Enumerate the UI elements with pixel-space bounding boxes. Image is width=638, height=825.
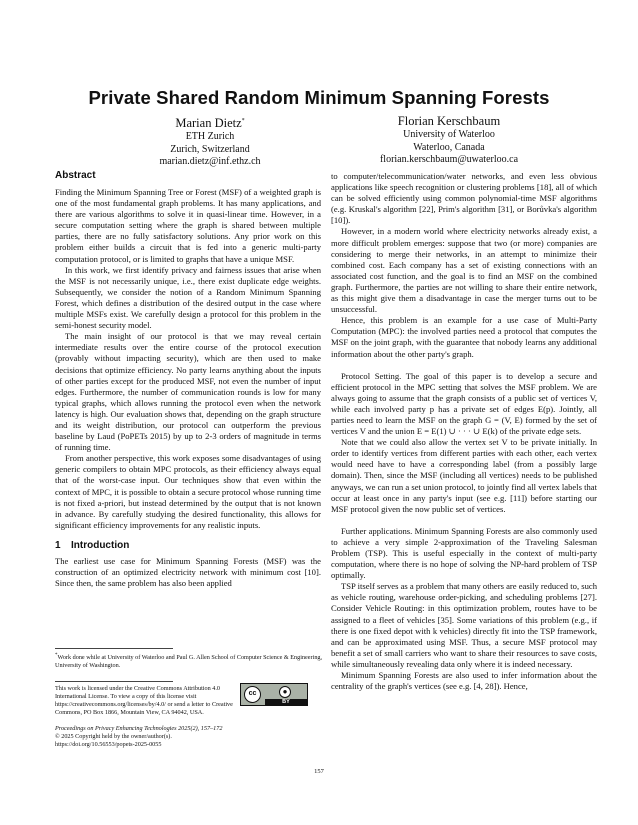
body-paragraph-further-applications: Further applications. Minimum Spanning Forests are also commonly used to achieve a very simple 2-approximation of the Traveling Salesman Problem (TSP). This is useful especially in the context of multi-party computation, where there is no hope of solving the NP-hard problem of TSP optimally. xyxy=(331,525,597,581)
section-number: 1 xyxy=(55,539,61,551)
footnote: *Work done while at University of Waterloo and Paul G. Allen School of Computer Science & Engineering, University of Washington. xyxy=(55,653,323,670)
author-email[interactable]: marian.dietz@inf.ethz.ch xyxy=(159,156,261,168)
abstract-paragraph: Finding the Minimum Spanning Tree or Forest (MSF) of a weighted graph is one of the most fundamental graph problems. It has many applications, and there are various algorithms to solve it in quasi-linear time. However, in a secure computation setting where the graph is shared between multiple parties, there are no fully satisfactory solutions. Any prior work on this problem either builds a circuit that is fed into a generic multi-party computation protocol, or is limited to graphs that have a unique MSF. xyxy=(55,187,321,264)
author-name: Florian Kerschbaum xyxy=(397,114,501,128)
intro-paragraph: The earliest use case for Minimum Spanning Forests (MSF) was the construction of an optimized electricity network with minimum cost [10]. Since then, the same problem has also been applied xyxy=(55,555,321,589)
author-email[interactable]: florian.kerschbaum@uwaterloo.ca xyxy=(379,154,519,166)
body-paragraph: TSP itself serves as a problem that many others are easily reduced to, such as vehicle routing, warehouse order-picking, and scheduling problems [27]. Consider Vehicle Routing: in this optimization problem, routes have to be assigned to a fleet of vehicles [35]. Some variations of this problem (e.g., if there is one fixed depot with k vehicles) directly fit into the TSP framework, and can be approximated using MSF. Thus, a secure MSF protocol may benefit a set of small carriers who want to share their resources to save costs, while simultaneously revealing data only where it is indeed necessary. xyxy=(331,581,597,669)
section-heading xyxy=(55,540,321,552)
left-column xyxy=(55,170,321,589)
author-affiliation: University of Waterloo xyxy=(403,129,495,140)
page-number: 157 xyxy=(314,768,324,775)
body-paragraph-protocol-setting: Protocol Setting. The goal of this paper is to develop a secure and efficient protocol in the MPC setting that solves the MSF problem. We are always going to assume that the graph consists of a public set of vertices V, while each involved party p has a private set of edges E(p). Jointly, all parties need to learn the MSF on the graph G = (V, E) formed by the set of vertices V and the union E = E(1) ∪ · · · ∪ E(k) of the private edge sets. xyxy=(331,370,597,437)
license-text: This work is licensed under the Creative Commons Attribution 4.0 International License. To view a copy of this license visit https://creativecommons.org/licenses/by/4.0/ or send a letter to Creative Commons, PO Box 1866, Mountain View, CA 94042, USA. xyxy=(55,685,233,716)
author-block xyxy=(334,114,564,167)
doi-link[interactable]: https://doi.org/10.56553/popets-2025-0055 xyxy=(55,741,162,748)
abstract-paragraph: In this work, we first identify privacy and fairness issues that arise when the MSF is not necessarily unique, i.e., there exist duplicate edge weights. Subsequently, we consider the notion of a Random Minimum Spanning Forest, which defines a distribution of the desired output in the case where multiple MSFs exist. We carefully design a protocol for this problem in the semi-honest security model. xyxy=(55,264,321,331)
author-location: Waterloo, Canada xyxy=(413,141,485,153)
body-paragraph: However, in a modern world where electricity networks already exist, a more difficult problem emerges: suppose that two (or more) companies are considering to merge their networks, in an attempt to minimize their combined cost. Each company has a set of existing connections with an associated cost function, and the goal is to find an MSF on the combined graph. Furthermore, the parties are not willing to share their entire network, as this might give them a disadvantage in case the merger turns out to be unsuccessful. xyxy=(331,226,597,315)
footnote-rule xyxy=(55,648,173,649)
paper-title: Private Shared Random Minimum Spanning Forests xyxy=(88,87,550,108)
body-paragraph: Note that we could also allow the vertex set V to be private initially. In order to identify vertices from different parties with each other, each vertex would need have to have a corresponding label (from a possibly large domain). Then, since the MSF (including all vertices) needs to be published anyways, we can run a set union protocol, to jointly find all vertex labels that occur at least once in any party's input (see e.g. [11]) before starting our MSF protocol given the now public set of vertices. xyxy=(331,437,597,514)
author-location: Zurich, Switzerland xyxy=(170,143,250,155)
body-paragraph: Minimum Spanning Forests are also used to infer information about the centrality of the graph's vertices (see e.g. [4, 28]). Hence, xyxy=(331,670,597,692)
cc-by-license-badge[interactable] xyxy=(240,683,308,706)
author-name: Marian Dietz* xyxy=(175,116,245,131)
attribution-person-icon: ● xyxy=(279,686,291,698)
cc-icon: cc xyxy=(244,686,261,703)
publication-info xyxy=(55,725,325,749)
footnote-mark: * xyxy=(55,653,58,658)
author-affiliation: ETH Zurich xyxy=(185,131,235,143)
by-label: BY xyxy=(265,699,307,706)
abstract-paragraph: From another perspective, this work exposes some disadvantages of using generic compilers to obtain MPC protocols, as their efficiency always equal that of the worst-case input. Our techniques show that even within the context of MPC, it is possible to obtain a secure protocol whose running time is not fixed a-priori, but instead determined by the output that is not known in advance. By carefully studying the desired functionality, this allows for significant efficiency improvements for any realistic inputs. xyxy=(55,453,321,530)
right-column xyxy=(331,171,597,692)
author-block xyxy=(95,114,325,169)
body-paragraph: to computer/telecommunication/water networks, and even less obvious applications like speech recognition or clustering problems [18], all of which can be solved efficiently using common polynomial-time MSF algorithms (e.g. Kruskal's algorithm [22], Prim's algorithm [31], or Borůvka's algorithm [10]). xyxy=(331,171,597,226)
body-paragraph: Hence, this problem is an example for a use case of Multi-Party Computation (MPC): the involved parties need a protocol that computes the MSF on the joint graph, with the guarantee that nobody learns any additional information about the other party's graph. xyxy=(331,315,597,359)
section-title: Introduction xyxy=(71,539,130,551)
footnote-mark: * xyxy=(241,118,245,124)
license-rule xyxy=(55,681,173,682)
abstract-paragraph: The main insight of our protocol is that we may reveal certain intermediate results over the entire course of the protocol execution (provably without impacting security), which are then used to make decisions that optimize efficiency. No party learns anything about the inputs of other parties except for the produced MSF, not even the number of input edges. Furthermore, the number of communication rounds is low for many typical graphs, which allows running the protocol even when the network latency is high. Our evaluation shows that, depending on the graph structure and its weight distribution, our protocol can outperform the previous baseline by Laud (PoPETs 2015) by up to 2-3 orders of magnitude in terms of running time. xyxy=(55,331,321,453)
abstract-heading: Abstract xyxy=(55,170,96,181)
copyright: © 2025 Copyright held by the owner/author(s). xyxy=(55,733,172,740)
proceedings: Proceedings on Privacy Enhancing Technologies 2025(2), 157–172 xyxy=(55,725,223,732)
